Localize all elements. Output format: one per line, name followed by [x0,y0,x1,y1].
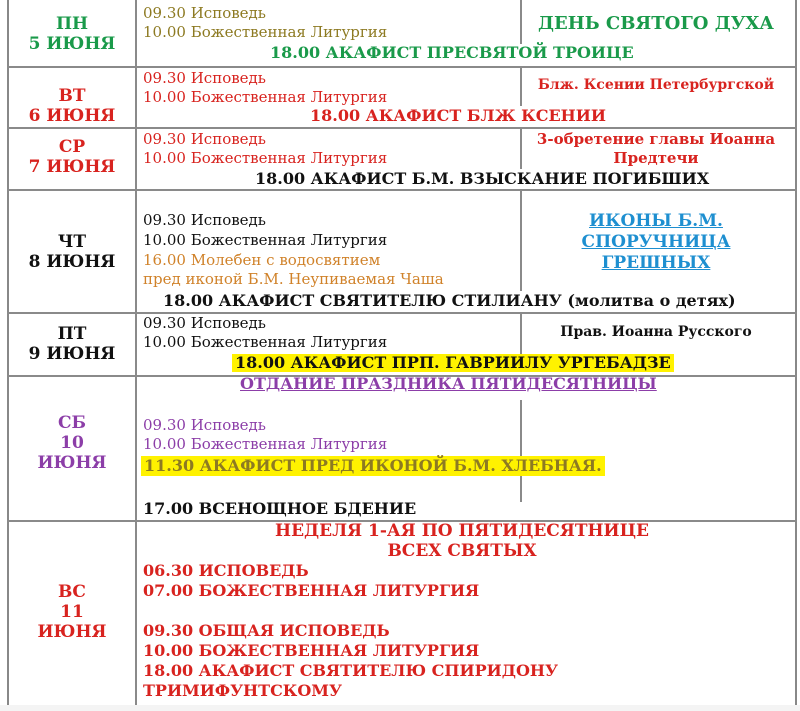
feast-name: Прав. Иоанна Русского [560,324,752,340]
feast-line: СПОРУЧНИЦА [581,232,731,252]
date-day: 10 [60,433,84,453]
header-line: НЕДЕЛЯ 1-АЯ ПО ПЯТИДЕСЯТНИЦЕ [275,521,649,541]
service-line: 10.00 Божественная Литургия [143,435,388,453]
service-line: 18.00 АКАФИСТ СВЯТИТЕЛЮ СПИРИДОНУ [143,661,558,680]
date: 6 ИЮНЯ [28,106,116,126]
day-label-wednesday [9,137,135,177]
date-day: 11 [60,602,84,622]
weekday: ВТ [58,86,86,106]
header-line: ВСЕХ СВЯТЫХ [387,541,537,561]
feast-column-divider [520,68,522,106]
service-line: 07.00 БОЖЕСТВЕННАЯ ЛИТУРГИЯ [143,581,480,600]
service-line: 10.00 БОЖЕСТВЕННАЯ ЛИТУРГИЯ [143,641,480,660]
feast-name [524,211,788,274]
day-label-thursday [9,232,135,272]
day-header: ОТДАНИЕ ПРАЗДНИКА ПЯТИДЕСЯТНИЦЫ [240,374,657,393]
feast-name: Блж. Ксении Петербургской [537,77,775,93]
akathist-line: 18.00 АКАФИСТ БЛЖ КСЕНИИ [310,106,607,125]
date: 9 ИЮНЯ [28,344,116,364]
service-line: 09.30 Исповедь [143,4,266,22]
service-line: 10.00 Божественная Литургия [143,88,388,106]
feast-name: ДЕНЬ СВЯТОГО ДУХА [538,13,774,34]
feast-column-divider [520,400,522,502]
akathist-line: 18.00 АКАФИСТ ПРЕСВЯТОЙ ТРОИЦЕ [270,43,634,62]
row-divider [7,127,797,129]
akathist-line: 18.00 АКАФИСТ ПРП. ГАВРИИЛУ УРГЕБАДЗЕ [232,354,674,372]
service-line: 06.30 ИСПОВЕДЬ [143,561,309,580]
date-month: ИЮНЯ [37,622,107,642]
day-label-saturday [9,413,135,473]
feast-line: ИКОНЫ Б.М. [589,211,723,231]
date: 7 ИЮНЯ [28,157,116,177]
service-line: 10.00 Божественная Литургия [143,231,388,249]
feast-column-divider [520,0,522,44]
feast-line: 3-обретение главы Иоанна [536,130,776,148]
day-label-tuesday [9,86,135,126]
date-month: ИЮНЯ [37,453,107,473]
service-line: 09.30 Исповедь [143,130,266,148]
weekday: СР [58,137,86,157]
row-divider [7,189,797,191]
row-divider [7,66,797,68]
service-line: 16.00 Молебен с водосвятием [143,251,381,269]
feast-column-divider [520,129,522,169]
feast-column-divider [520,314,522,354]
day-label-monday [9,14,135,54]
service-line: пред иконой Б.М. Неупиваемая Чаша [143,270,444,288]
weekday: ЧТ [57,232,87,252]
service-line: 17.00 ВСЕНОЩНОЕ БДЕНИЕ [143,499,417,518]
akathist-title: 18.00 АКАФИСТ СВЯТИТЕЛЮ СТИЛИАНУ [163,291,562,310]
weekday: ПТ [57,324,87,344]
akathist-line: 18.00 АКАФИСТ Б.М. ВЗЫСКАНИЕ ПОГИБШИХ [255,169,710,188]
service-line: ТРИМИФУНТСКОМУ [143,681,342,700]
service-line: 11.30 АКАФИСТ ПРЕД ИКОНОЙ Б.М. ХЛЕБНАЯ. [141,456,605,476]
feast-line: Предтечи [613,149,699,167]
service-line: 09.30 ОБЩАЯ ИСПОВЕДЬ [143,621,390,640]
feast-name [524,130,788,168]
akathist-line [163,292,736,310]
day-column-divider [135,0,137,709]
service-line: 10.00 Божественная Литургия [143,23,388,41]
service-line: 09.30 Исповедь [143,314,266,332]
feast-line: ГРЕШНЫХ [601,253,711,273]
weekday: ВС [58,582,86,602]
service-line: 09.30 Исповедь [143,416,266,434]
service-line: 10.00 Божественная Литургия [143,149,388,167]
date: 8 ИЮНЯ [28,252,116,272]
weekday: ПН [55,14,89,34]
day-label-sunday [9,582,135,642]
date: 5 ИЮНЯ [28,34,116,54]
weekday: СБ [57,413,87,433]
service-line: 10.00 Божественная Литургия [143,333,388,351]
feast-column-divider [520,191,522,291]
day-header [137,521,787,561]
service-line: 09.30 Исповедь [143,211,266,229]
page-bottom-edge [0,705,800,711]
row-divider [7,312,797,314]
service-line: 09.30 Исповедь [143,69,266,87]
akathist-note: (молитва о детях) [567,291,736,310]
day-label-friday [9,324,135,364]
